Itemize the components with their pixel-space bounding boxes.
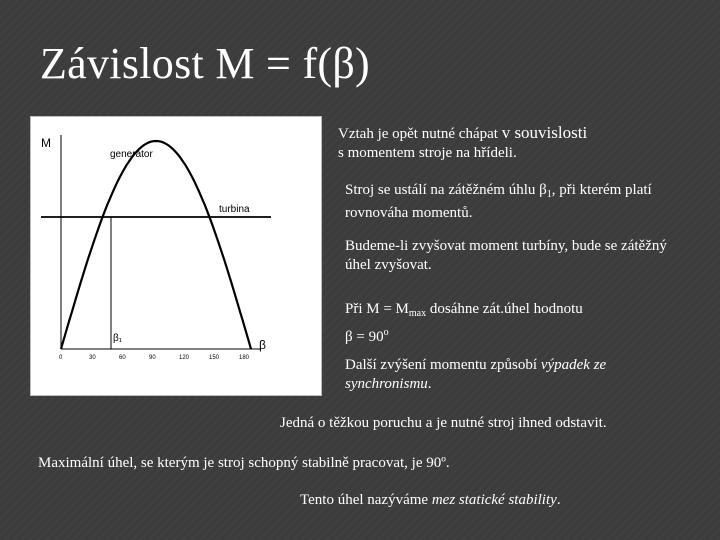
text-max-torque xyxy=(345,300,685,347)
x-tick-label: 60 xyxy=(119,355,126,361)
turbine-label: turbina xyxy=(219,204,250,215)
text-fragment: Stroj se ustálí na zátěžném úhlu β xyxy=(345,182,547,198)
text-fragment: dosáhne zát.úhel hodnotu xyxy=(426,301,583,317)
text-serious-fault: Jedná o těžkou poruchu a je nutné stroj ihned odstavit. xyxy=(280,415,607,431)
x-tick-label: 120 xyxy=(179,355,190,361)
text-fragment: Další zvýšení momentu způsobí xyxy=(345,357,541,373)
text-fragment: , při kterém platí rovnováha momentů. xyxy=(345,182,652,221)
text-fragment: β = 90 xyxy=(345,329,384,345)
torque-angle-chart xyxy=(31,117,321,395)
x-tick-label: 150 xyxy=(209,355,220,361)
superscript: o xyxy=(383,327,389,338)
slide-title: Závislost M = f(β) xyxy=(40,39,371,88)
text-fragment: v souvislosti xyxy=(501,123,588,142)
x-axis-symbol: β xyxy=(259,338,266,352)
text-increase-torque: Budeme-li zvyšovat moment turbíny, bude se zátěžný úhel zvyšovat. xyxy=(345,238,667,273)
text-fragment: výpadek ze synchronismu xyxy=(345,357,607,392)
text-fragment: mez statické stability xyxy=(431,492,557,508)
torque-angle-figure xyxy=(30,116,322,396)
text-fragment: Tento úhel nazýváme xyxy=(300,492,432,508)
text-fragment: Při M = M xyxy=(345,301,409,317)
beta1-label: β₁ xyxy=(113,333,123,344)
y-axis-label: M xyxy=(41,136,51,150)
subscript: 1 xyxy=(546,189,552,200)
x-tick-label: 30 xyxy=(89,355,96,361)
subscript: max xyxy=(408,308,427,319)
text-static-stability xyxy=(300,491,700,510)
generator-label: generator xyxy=(110,149,153,160)
text-relationship xyxy=(338,123,668,163)
text-fragment: s momentem stroje na hřídeli. xyxy=(338,145,517,161)
text-loss-of-sync xyxy=(345,356,685,394)
text-fragment: Vztah je opět nutné chápat xyxy=(338,126,502,142)
x-tick-label: 90 xyxy=(149,355,156,361)
text-fragment: . xyxy=(427,376,432,392)
generator-curve xyxy=(61,141,251,349)
x-tick-label: 180 xyxy=(239,355,250,361)
text-fragment: . xyxy=(556,492,561,508)
x-tick-label: 0 xyxy=(59,355,63,361)
text-max-angle: Maximální úhel, se kterým je stroj schopný stabilně pracovat, je 90º. xyxy=(38,455,450,471)
text-equilibrium xyxy=(345,181,695,223)
